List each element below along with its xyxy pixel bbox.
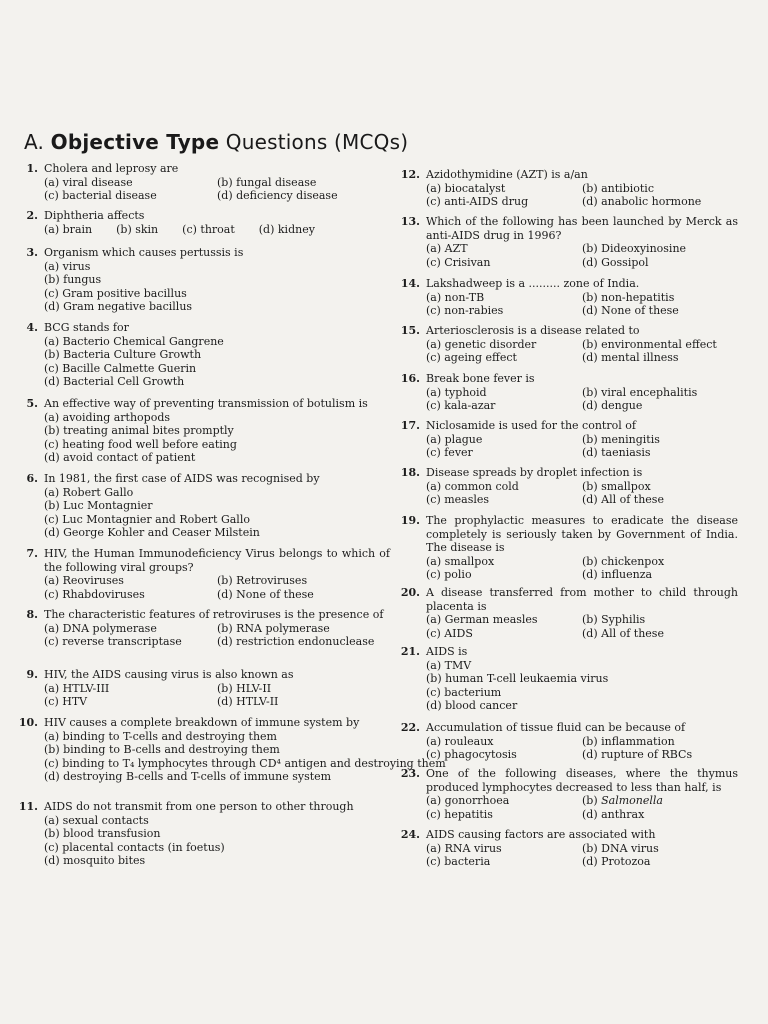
option-item: (c) Rhabdoviruses (44, 587, 145, 601)
option-list (44, 814, 390, 868)
question-text: Azidothymidine (AZT) is a/an (426, 168, 588, 181)
option-list (426, 659, 738, 713)
question-text: HIV causes a complete breakdown of immune system by (44, 716, 360, 729)
question-item (26, 321, 390, 389)
option-item: (a) Reoviruses (44, 574, 124, 588)
option-item: (d) All of these (582, 493, 664, 507)
question-number: 23. (400, 767, 420, 780)
option-item: (a) avoiding arthopods (44, 410, 171, 424)
option-item: (b) human T-cell leukaemia virus (426, 672, 609, 686)
option-item: (d) Gram negative bacillus (44, 300, 193, 314)
question-text: BCG stands for (44, 321, 129, 334)
option-item: (b) DNA virus (582, 841, 659, 855)
option-item: (c) kala-azar (426, 399, 496, 413)
question-text: Break bone fever is (426, 372, 535, 385)
question-number: 9. (26, 668, 38, 681)
question-item (26, 209, 390, 236)
option-item: (b) Retroviruses (217, 574, 308, 588)
option-item: (a) genetic disorder (426, 337, 537, 351)
option-item: (b) Bacteria Culture Growth (44, 348, 202, 362)
option-list (44, 574, 390, 601)
option-item: (d) Bacterial Cell Growth (44, 375, 185, 389)
title-rest: Questions (MCQs) (219, 130, 409, 154)
option-item: (a) gonorrhoea (426, 794, 510, 808)
option-list (44, 176, 390, 203)
question-item (26, 668, 390, 709)
question-number: 1. (26, 162, 38, 175)
option-item: (d) mental illness (582, 351, 679, 365)
option-item: (b) inflammation (582, 734, 675, 748)
option-list (426, 291, 738, 318)
question-text: Disease spreads by droplet infection is (426, 466, 643, 479)
option-item: (a) DNA polymerase (44, 621, 157, 635)
question-text: The prophylactic measures to eradicate the disease completely is seriously taken by Government of India. The disease is (426, 514, 738, 555)
option-item: (b) HLV-II (217, 681, 272, 695)
question-text: AIDS is (426, 645, 468, 658)
question-text: The characteristic features of retroviruses is the presence of (44, 608, 384, 621)
question-item (26, 397, 390, 465)
option-item: (b) blood transfusion (44, 827, 161, 841)
option-item: (d) avoid contact of patient (44, 451, 196, 465)
option-item: (d) influenza (582, 568, 653, 582)
question-number: 14. (400, 277, 420, 290)
option-item: (c) bacterium (426, 685, 502, 699)
question-text: A disease transferred from mother to child through placenta is (426, 586, 738, 613)
option-item: (a) Bacterio Chemical Gangrene (44, 334, 224, 348)
option-list (426, 842, 738, 869)
option-item: (a) non-TB (426, 290, 485, 304)
option-item: (a) biocatalyst (426, 181, 506, 195)
question-text: AIDS causing factors are associated with (426, 828, 656, 841)
option-item: (d) taeniasis (582, 446, 651, 460)
option-item: (c) polio (426, 568, 472, 582)
option-item: (c) Bacille Calmette Guerin (44, 361, 197, 375)
question-text: AIDS do not transmit from one person to other through (44, 800, 354, 813)
option-item: (a) common cold (426, 479, 519, 493)
option-item: (b) treating animal bites promptly (44, 424, 234, 438)
title-bold: Objective Type (50, 130, 220, 154)
question-number: 17. (400, 419, 420, 432)
question-item (26, 472, 390, 540)
option-item: (d) kidney (258, 222, 315, 236)
option-item: (a) viral disease (44, 175, 133, 189)
question-number: 7. (26, 547, 38, 560)
question-text: In 1981, the first case of AIDS was recognised by (44, 472, 320, 485)
option-list (426, 555, 738, 582)
question-text: Accumulation of tissue fluid can be because of (426, 721, 686, 734)
question-number: 2. (26, 209, 38, 222)
option-item: (b) meningitis (582, 432, 660, 446)
question-item (400, 277, 738, 318)
question-number: 18. (400, 466, 420, 479)
option-item: (c) bacteria (426, 855, 491, 869)
question-item (400, 645, 738, 713)
question-item (400, 419, 738, 460)
option-item: (b) antibiotic (582, 181, 654, 195)
option-item: (b) binding to B-cells and destroying them (44, 743, 280, 757)
option-item: (c) Luc Montagnier and Robert Gallo (44, 512, 250, 526)
option-item: (d) HTLV-II (217, 695, 279, 709)
option-item: (c) fever (426, 446, 473, 460)
question-text: Lakshadweep is a ......... zone of India. (426, 277, 640, 290)
option-item: (b) Salmonella (582, 794, 663, 808)
option-list (426, 433, 738, 460)
option-list (426, 480, 738, 507)
question-number: 16. (400, 372, 420, 385)
question-text: An effective way of preventing transmission of botulism is (44, 397, 368, 410)
question-item (18, 800, 390, 868)
option-item: (a) sexual contacts (44, 813, 149, 827)
option-item: (d) Gossipol (582, 255, 649, 269)
option-item: (a) smallpox (426, 554, 495, 568)
option-item: (d) rupture of RBCs (582, 748, 693, 762)
question-number: 4. (26, 321, 38, 334)
option-item: (b) chickenpox (582, 554, 665, 568)
question-text: Diphtheria affects (44, 209, 145, 222)
question-number: 10. (18, 716, 38, 729)
option-item: (d) destroying B-cells and T-cells of immune system (44, 770, 332, 784)
page-title (24, 130, 408, 154)
option-item: (d) deficiency disease (217, 189, 338, 203)
option-item: (a) binding to T-cells and destroying them (44, 729, 277, 743)
option-item: (c) phagocytosis (426, 748, 517, 762)
option-item: (b) fungus (44, 273, 102, 287)
question-number: 12. (400, 168, 420, 181)
option-list (426, 338, 738, 365)
option-list (44, 223, 390, 237)
option-item: (c) anti-AIDS drug (426, 195, 529, 209)
question-item (400, 586, 738, 640)
question-number: 22. (400, 721, 420, 734)
question-number: 19. (400, 514, 420, 527)
question-number: 6. (26, 472, 38, 485)
question-item (400, 514, 738, 582)
option-item: (d) All of these (582, 626, 664, 640)
question-item (400, 168, 738, 209)
option-item: (c) AIDS (426, 626, 473, 640)
option-item: (b) viral encephalitis (582, 385, 698, 399)
option-item: (b) environmental effect (582, 337, 717, 351)
option-item: (a) German measles (426, 613, 538, 627)
option-item: (c) Crisivan (426, 255, 491, 269)
question-item (26, 547, 390, 601)
option-list (426, 182, 738, 209)
question-number: 13. (400, 215, 420, 228)
option-item: (b) smallpox (582, 479, 651, 493)
option-list (44, 486, 390, 540)
option-item: (c) hepatitis (426, 807, 493, 821)
option-item: (d) anthrax (582, 807, 645, 821)
option-item: (a) TMV (426, 658, 472, 672)
question-item (400, 828, 738, 869)
option-item: (a) rouleaux (426, 734, 494, 748)
question-text: Arteriosclerosis is a disease related to (426, 324, 640, 337)
option-item: (c) binding to T₄ lymphocytes through CD⁴ antigen and destroying them (44, 756, 446, 770)
option-item: (d) blood cancer (426, 699, 518, 713)
option-list (44, 335, 390, 389)
option-item: (c) heating food well before eating (44, 437, 237, 451)
question-text: Cholera and leprosy are (44, 162, 179, 175)
question-item (400, 721, 738, 762)
question-item (26, 162, 390, 203)
title-prefix: A. (24, 130, 51, 154)
question-text: Which of the following has been launched by Merck as anti-AIDS drug in 1996? (426, 215, 738, 242)
option-item: (c) reverse transcriptase (44, 635, 182, 649)
option-item: (c) placental contacts (in foetus) (44, 840, 225, 854)
option-item: (d) restriction endonuclease (217, 635, 375, 649)
option-item: (a) HTLV-III (44, 681, 110, 695)
option-item: (b) non-hepatitis (582, 290, 675, 304)
option-item: (d) None of these (217, 587, 314, 601)
question-number: 5. (26, 397, 38, 410)
option-item: (d) mosquito bites (44, 854, 146, 868)
question-item (26, 608, 390, 649)
question-number: 21. (400, 645, 420, 658)
option-item: (d) dengue (582, 399, 643, 413)
option-item: (c) throat (182, 222, 235, 236)
option-item: (a) brain (44, 222, 93, 236)
option-list (44, 622, 390, 649)
option-item: (b) RNA polymerase (217, 621, 330, 635)
question-number: 24. (400, 828, 420, 841)
option-list (426, 386, 738, 413)
option-item: (d) George Kohler and Ceaser Milstein (44, 526, 260, 540)
question-item (400, 466, 738, 507)
question-item (400, 372, 738, 413)
option-item: (d) Protozoa (582, 855, 651, 869)
option-list (44, 260, 390, 314)
question-item (400, 324, 738, 365)
question-item (400, 767, 738, 821)
question-item (26, 246, 390, 314)
option-item: (b) Syphilis (582, 613, 646, 627)
option-item: (a) RNA virus (426, 841, 502, 855)
option-item: (c) Gram positive bacillus (44, 286, 187, 300)
option-item: (a) virus (44, 259, 91, 273)
option-item: (c) measles (426, 493, 490, 507)
option-item: (c) bacterial disease (44, 189, 157, 203)
question-text: HIV, the Human Immunodeficiency Virus belongs to which of the following viral groups? (44, 547, 390, 574)
option-item: (b) Luc Montagnier (44, 499, 153, 513)
question-number: 11. (18, 800, 38, 813)
option-list (426, 794, 738, 821)
question-number: 15. (400, 324, 420, 337)
question-item (400, 215, 738, 269)
option-item: (a) Robert Gallo (44, 485, 134, 499)
option-item: (c) HTV (44, 695, 88, 709)
question-number: 20. (400, 586, 420, 599)
question-text: One of the following diseases, where the thymus produced lymphocytes decreased to less than half, is (426, 767, 738, 794)
option-list (44, 411, 390, 465)
option-list (426, 735, 738, 762)
option-item: (b) skin (116, 222, 159, 236)
option-item: (b) fungal disease (217, 175, 317, 189)
option-item: (a) AZT (426, 242, 468, 256)
option-item: (c) ageing effect (426, 351, 517, 365)
option-list (44, 682, 390, 709)
option-item: (c) non-rabies (426, 304, 504, 318)
option-item: (a) plague (426, 432, 483, 446)
option-list (426, 242, 738, 269)
question-text: HIV, the AIDS causing virus is also known as (44, 668, 294, 681)
option-list (426, 613, 738, 640)
option-item: (a) typhoid (426, 385, 487, 399)
option-item: (d) anabolic hormone (582, 195, 702, 209)
option-item: (b) Dideoxyinosine (582, 242, 687, 256)
question-text: Niclosamide is used for the control of (426, 419, 636, 432)
option-item: (d) None of these (582, 304, 679, 318)
question-text: Organism which causes pertussis is (44, 246, 244, 259)
question-number: 8. (26, 608, 38, 621)
question-number: 3. (26, 246, 38, 259)
